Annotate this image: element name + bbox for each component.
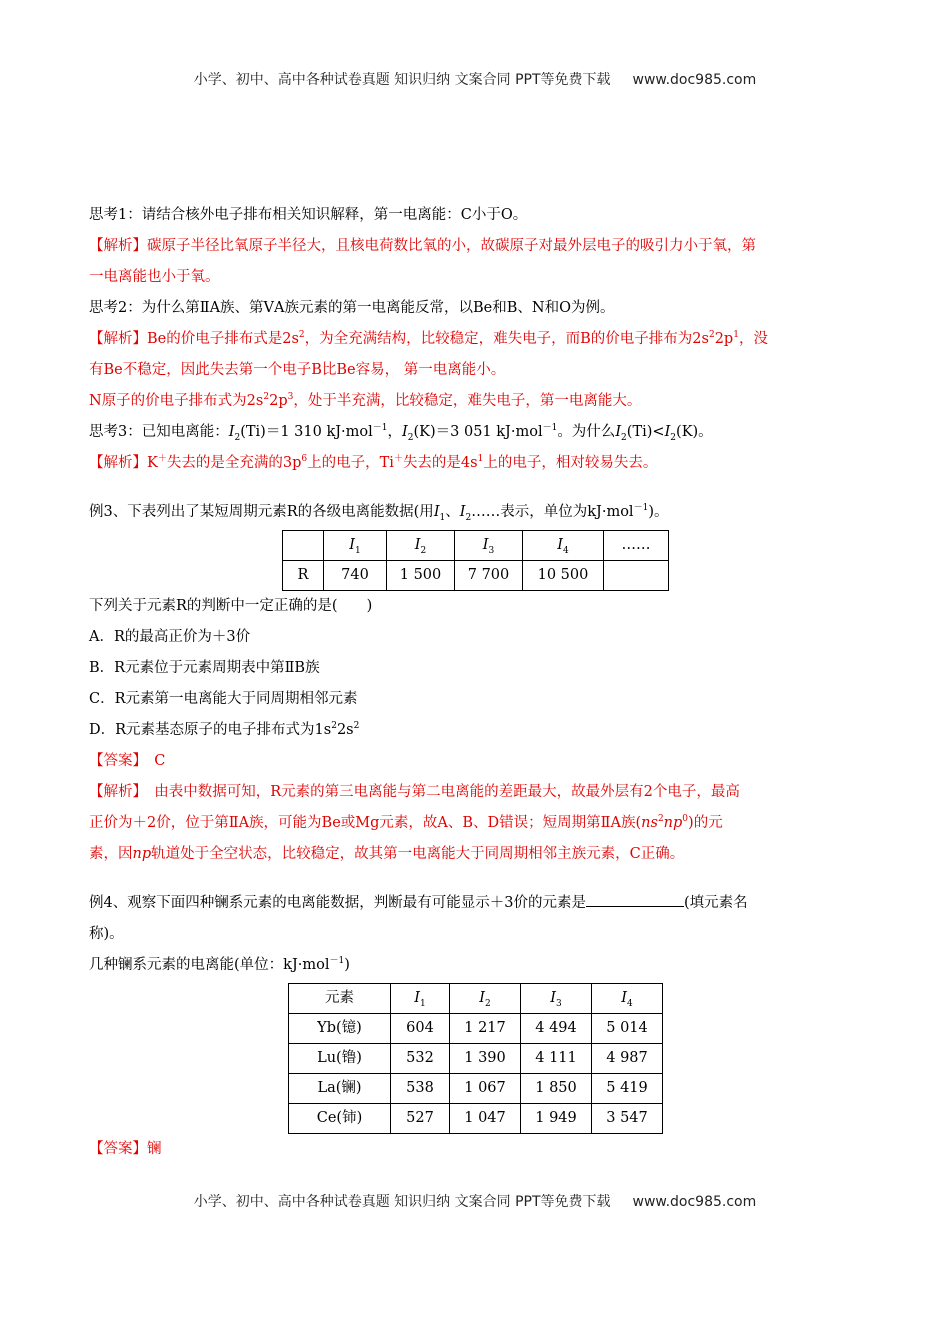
table-cell: 1 390	[450, 1044, 521, 1074]
table-cell: Ce(铈)	[289, 1104, 391, 1134]
table-cell: 1 949	[521, 1104, 592, 1134]
footer-url[interactable]: www.doc985.com	[632, 1194, 757, 1210]
think1-question: 思考1：请结合核外电子排布相关知识解释，第一电离能：C小于O。	[89, 207, 528, 223]
table-header-row	[289, 984, 663, 1014]
table-cell: 1 850	[521, 1074, 592, 1104]
table-cell: $I_2$	[387, 531, 455, 561]
table-cell: Lu(镥)	[289, 1044, 391, 1074]
table-cell: 4 987	[592, 1044, 663, 1074]
table-cell: 527	[391, 1104, 450, 1134]
option-c: C．R元素第一电离能大于同周期相邻元素	[89, 691, 358, 707]
page-footer	[0, 1191, 950, 1211]
table-cell: $I_1$	[324, 531, 387, 561]
table-cell: 532	[391, 1044, 450, 1074]
ex3-stem: 下列关于元素R的判断中一定正确的是( )	[89, 598, 373, 614]
option-a: A．R的最高正价为＋3价	[89, 629, 251, 645]
think3-question: 思考3：已知电离能：$I_2(Ti)=1$ 310 kJ·mol$^{-1}$，$I_2(K)=3$ 051 kJ·mol$^{-1}$。为什么$I_2(Ti)<I_2(K)$。	[89, 423, 713, 443]
table-cell: $I_1$	[391, 984, 450, 1014]
option-b: B．R元素位于元素周期表中第ⅡB族	[89, 660, 320, 676]
table-cell: $I_4$	[592, 984, 663, 1014]
header-url[interactable]: www.doc985.com	[632, 72, 757, 88]
footer-text: 小学、初中、高中各种试卷真题 知识归纳 文案合同 PPT等免费下载	[193, 1194, 611, 1210]
think3-answer: 【解析】K＋失去的是全充满的$3p^6$上的电子，Ti＋失去的是$4s^1$上的电子，相对较易失去。	[89, 454, 658, 471]
ex4-question-line2: 称)。	[89, 926, 124, 942]
header-text: 小学、初中、高中各种试卷真题 知识归纳 文案合同 PPT等免费下载	[193, 72, 611, 88]
answer-blank[interactable]	[586, 890, 684, 907]
ex3-table	[282, 530, 669, 591]
ex4-answer: 【答案】镧	[89, 1141, 162, 1157]
table-cell: 1 217	[450, 1014, 521, 1044]
table-cell: Yb(镱)	[289, 1014, 391, 1044]
table-cell	[283, 531, 324, 561]
table-cell: $I_3$	[455, 531, 523, 561]
table-cell: 1 500	[387, 561, 455, 591]
think2-question: 思考2：为什么第ⅡA族、第ⅤA族元素的第一电离能反常，以Be和B、N和O为例。	[89, 300, 615, 316]
option-d: D．R元素基态原子的电子排布式为$1s^22s^2$	[89, 721, 360, 738]
think2-answer-line3: N原子的价电子排布式为$2s^22p^3$，处于半充满，比较稳定，难失电子，第一电离能大。	[89, 392, 642, 409]
table-cell: 538	[391, 1074, 450, 1104]
table-row	[289, 1044, 663, 1074]
ex4-table-caption: 几种镧系元素的电离能(单位：kJ·mol$^{-1}$)	[89, 956, 350, 973]
page-header	[0, 69, 950, 89]
table-cell	[604, 561, 669, 591]
table-row	[283, 561, 669, 591]
ex4-table	[288, 983, 663, 1134]
table-cell: R	[283, 561, 324, 591]
table-cell: 10 500	[523, 561, 604, 591]
table-cell: $I_4$	[523, 531, 604, 561]
table-cell: 4 494	[521, 1014, 592, 1044]
ex3-answer: 【答案】 C	[89, 753, 166, 769]
think1-answer-line2: 一电离能也小于氧。	[89, 269, 220, 285]
table-cell: 5 014	[592, 1014, 663, 1044]
table-row	[289, 1104, 663, 1134]
table-cell: 5 419	[592, 1074, 663, 1104]
ex3-analysis-line3: 素，因np轨道处于全空状态，比较稳定，故其第一电离能大于同周期相邻主族元素，C正确。	[89, 846, 685, 862]
ex3-question: 例3、下表列出了某短周期元素R的各级电离能数据(用$I_1$、$I_2\dots\dots$表示，单位为kJ·mol$^{-1}$)。	[89, 503, 669, 523]
think2-answer-line2: 有Be不稳定，因此失去第一个电子B比Be容易， 第一电离能小。	[89, 362, 506, 378]
think1-answer-line1: 【解析】碳原子半径比氧原子半径大，且核电荷数比氧的小，故碳原子对最外层电子的吸引力小于氧，第	[89, 238, 756, 254]
table-cell: 3 547	[592, 1104, 663, 1134]
document-body	[89, 200, 867, 1165]
ex3-analysis-line1: 【解析】 由表中数据可知，R元素的第三电离能与第二电离能的差距最大，故最外层有2个电子，最高	[89, 784, 740, 800]
table-cell: 4 111	[521, 1044, 592, 1074]
table-cell: 元素	[289, 984, 391, 1014]
table-cell: 604	[391, 1014, 450, 1044]
ex3-analysis-line2: 正价为＋2价，位于第ⅡA族，可能为Be或Mg元素，故A、B、D错误；短周期第ⅡA族$(ns^2np^0)$的元	[89, 814, 723, 831]
table-cell: $I_3$	[521, 984, 592, 1014]
think2-answer-line1: 【解析】Be的价电子排布式是$2s^2$，为全充满结构，比较稳定，难失电子，而B的价电子排布为$2s^22p^1$，没	[89, 330, 768, 347]
table-cell: 740	[324, 561, 387, 591]
table-cell: 1 047	[450, 1104, 521, 1134]
table-cell: $I_2$	[450, 984, 521, 1014]
table-cell: ……	[604, 531, 669, 561]
table-cell: 1 067	[450, 1074, 521, 1104]
table-header-row	[283, 531, 669, 561]
table-row	[289, 1074, 663, 1104]
table-row	[289, 1014, 663, 1044]
table-cell: La(镧)	[289, 1074, 391, 1104]
table-cell: 7 700	[455, 561, 523, 591]
ex4-question-line1: 例4、观察下面四种镧系元素的电离能数据，判断最有可能显示＋3价的元素是 (填元素名	[89, 888, 867, 919]
